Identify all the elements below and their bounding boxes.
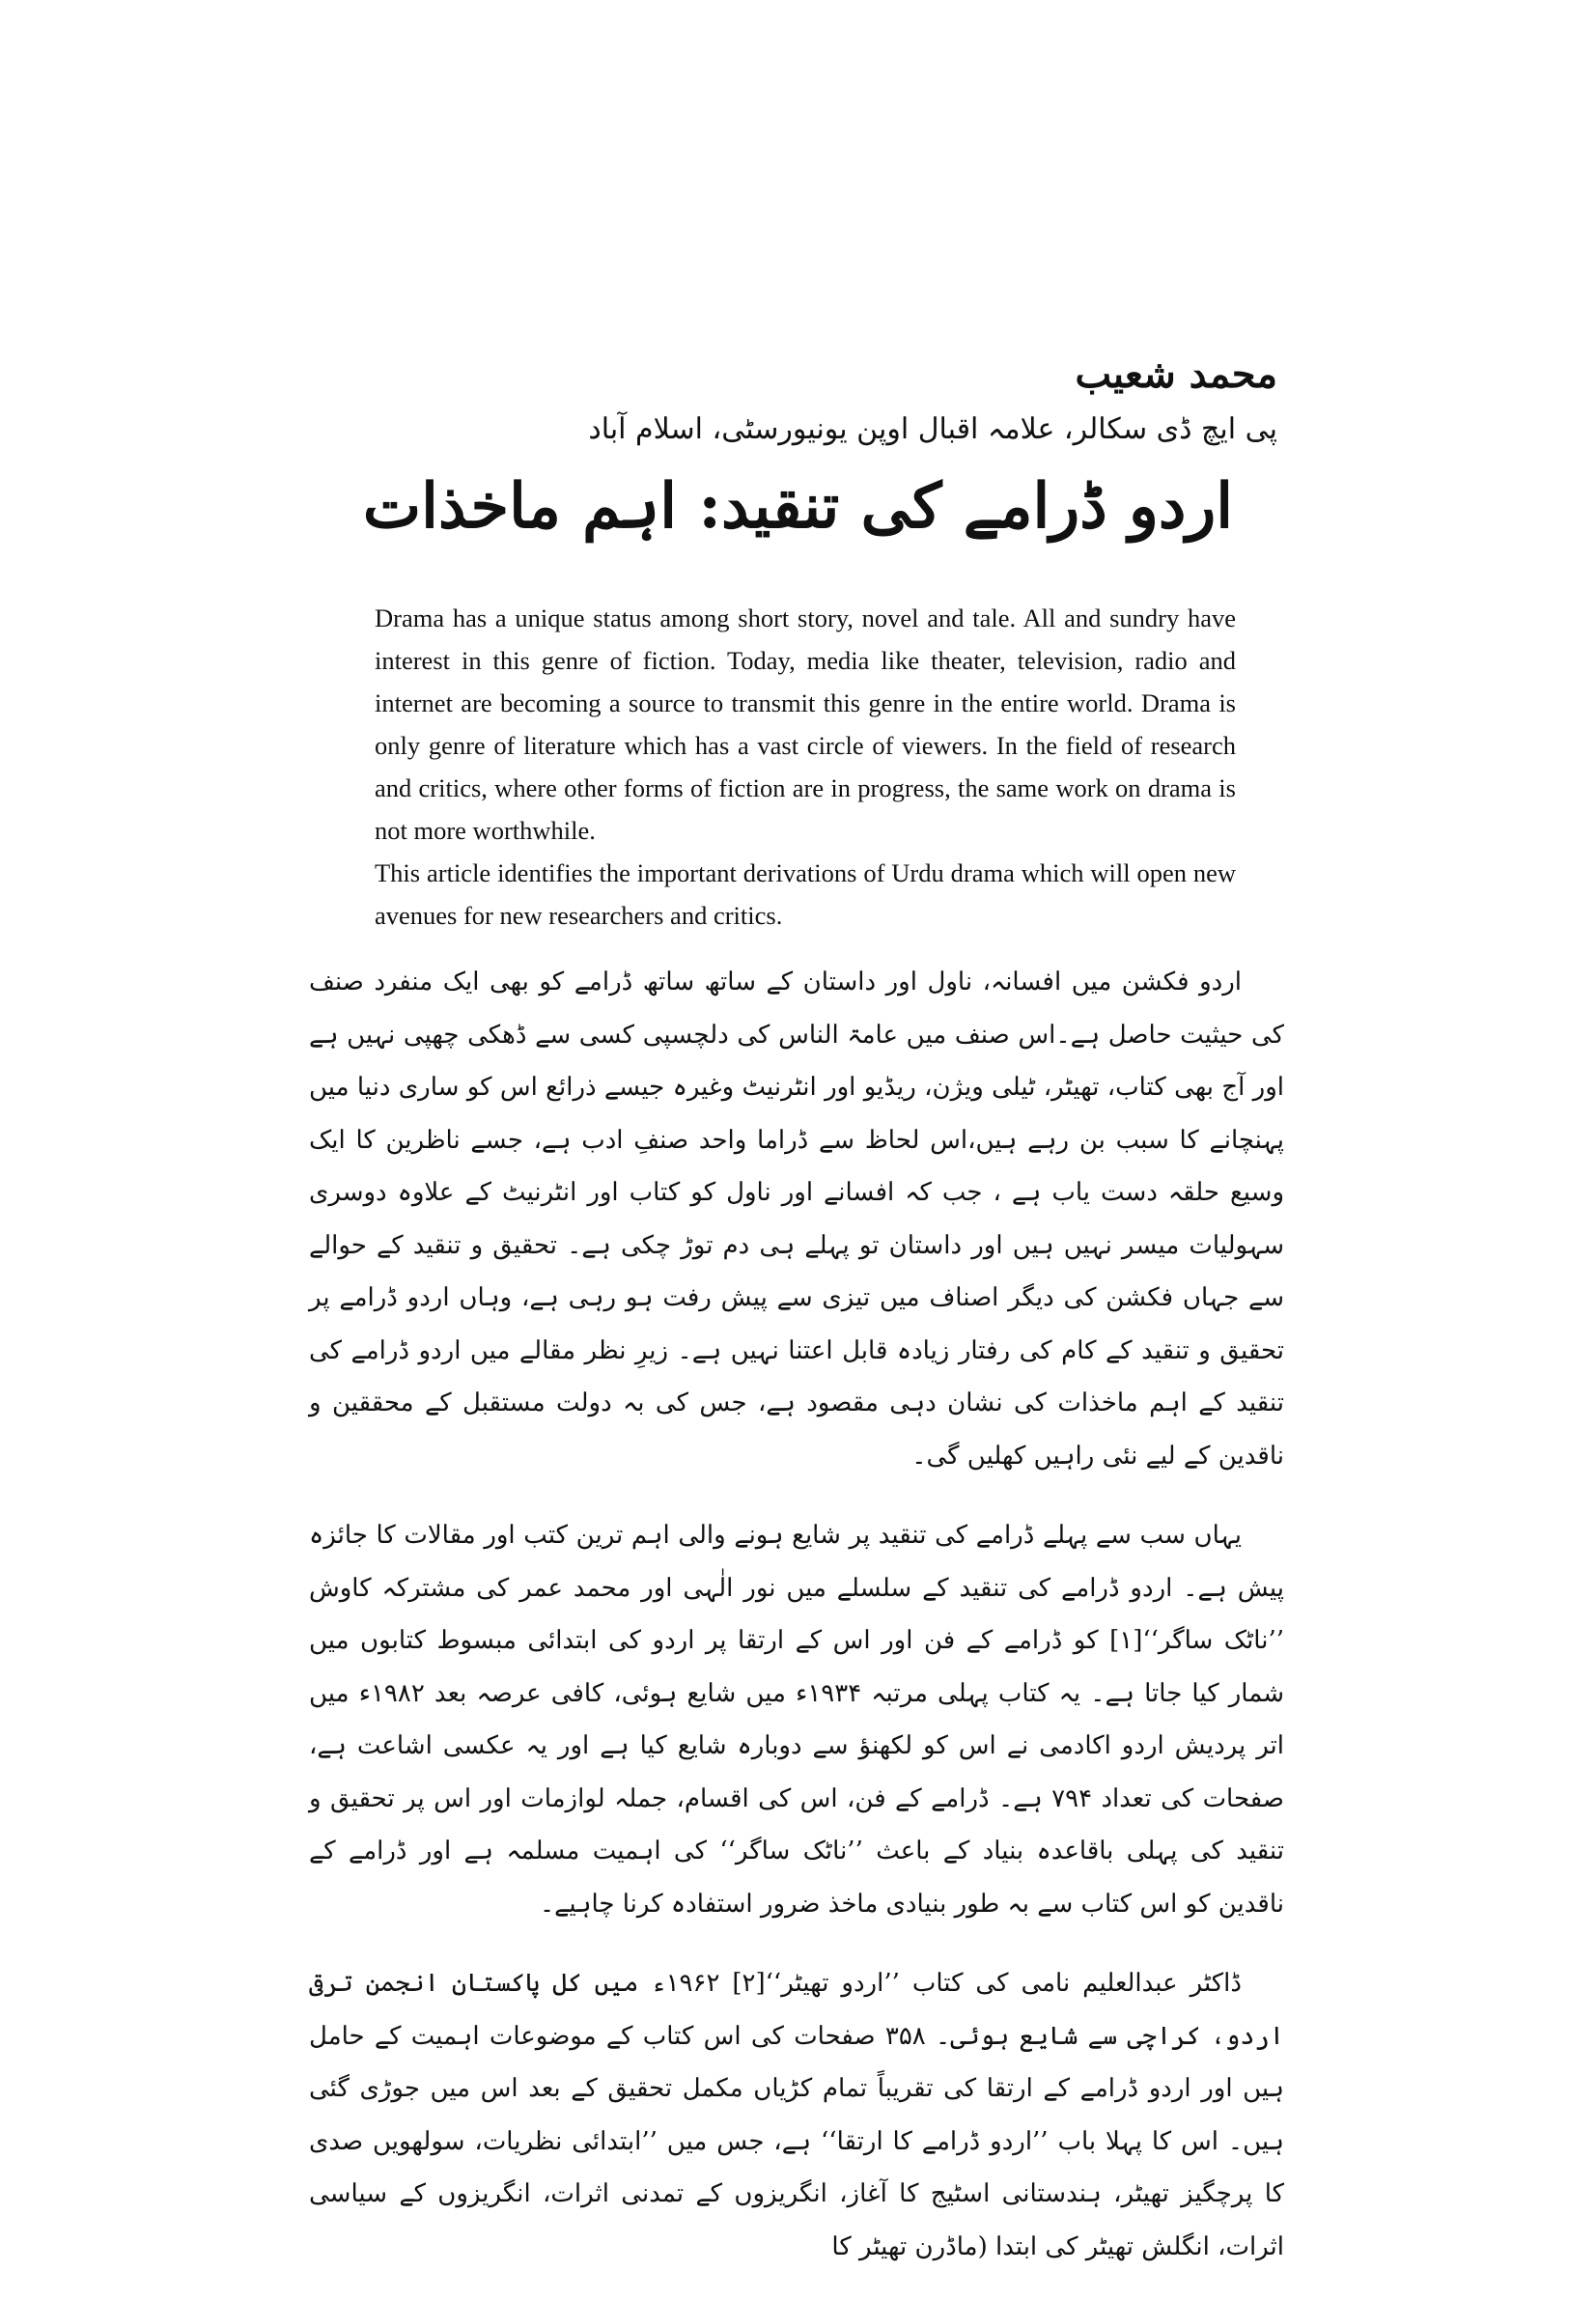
abstract: [375, 597, 1236, 937]
body-paragraph: اردو فکشن میں افسانہ، ناول اور داستان کے ساتھ ساتھ ڈرامے کو بھی ایک منفرد صنف کی حیثیت حاصل ہے۔اس صنف میں عامۃ الناس کی دلچسپی کسی سے ڈھکی چھپی نہیں ہے اور آج بھی کتاب، تھیٹر، ٹیلی ویژن، ریڈیو اور انٹرنیٹ وغیرہ جیسے ذرائع اس کو ساری دنیا میں پہنچانے کا سبب بن رہے ہیں،اس لحاظ سے ڈراما واحد صنفِ ادب ہے، جسے ناظرین کا ایک وسیع حلقہ دست یاب ہے ، جب کہ افسانے اور ناول کو کتاب اور انٹرنیٹ کے علاوہ دوسری سہولیات میسر نہیں ہیں اور داستان تو پہلے ہی دم توڑ چکی ہے۔ تحقیق و تنقید کے حوالے سے جہاں فکشن کی دیگر اصناف میں تیزی سے پیش رفت ہو رہی ہے، وہاں اردو ڈرامے پر تحقیق و تنقید کے کام کی رفتار زیادہ قابل اعتنا نہیں ہے۔ زیرِ نظر مقالے میں اردو ڈرامے کی تنقید کے اہم ماخذات کی نشان دہی مقصود ہے، جس کی بہ دولت مستقبل کے محققین و ناقدین کے لیے نئی راہیں کھلیں گی۔: [309, 968, 1284, 1471]
author-name: محمد شعیب: [1075, 351, 1277, 397]
abstract-paragraph: Drama has a unique status among short story, novel and tale. All and sundry have interest in this genre of fiction. Today, media like theater, television, radio and internet are becoming a source to transmit this genre in the entire world. Drama is only genre of literature which has a vast circle of viewers. In the field of research and critics, where other forms of fiction are in progress, the same work on drama is not more worthwhile.: [375, 603, 1236, 845]
body-text: [309, 956, 1284, 2300]
article-title: اردو ڈرامے کی تنقید: اہم ماخذات: [362, 470, 1234, 543]
abstract-paragraph: This article identifies the important derivations of Urdu drama which will open new avenues for new researchers and critics.: [375, 858, 1236, 930]
body-paragraph: ڈاکٹر عبدالعلیم نامی کی کتاب ’’اردو تھیٹر‘‘[۲] ۱۹۶۲ء میں کل پاکستان انجمن ترقی اردو، کراچی سے شایع ہوئی۔ ۳۵۸ صفحات کی اس کتاب کے موضوعات اہمیت کے حامل ہیں اور اردو ڈرامے کے ارتقا کی تقریباً تمام کڑیاں مکمل تحقیق کے بعد اس میں جوڑی گئی ہیں۔ اس کا پہلا باب ’’اردو ڈرامے کا ارتقا‘‘ ہے، جس میں ’’ابتدائی نظریات، سولھویں صدی کا پرچگیز تھیٹر، ہندستانی اسٹیج کا آغاز، انگریزوں کے تمدنی اثرات، انگریزوں کے سیاسی اثرات، انگلش تھیٹر کی ابتدا (ماڈرن تھیٹر کا: [309, 1969, 1285, 2261]
author-affiliation: پی ایچ ڈی سکالر، علامہ اقبال اوپن یونیورسٹی، اسلام آباد: [588, 412, 1277, 446]
body-paragraph: یہاں سب سے پہلے ڈرامے کی تنقید پر شایع ہونے والی اہم ترین کتب اور مقالات کا جائزہ پیش ہے۔ اردو ڈرامے کی تنقید کے سلسلے میں نور الٰہی اور محمد عمر کی مشترکہ کاوش ’’ناٹک ساگر‘‘[۱] کو ڈرامے کے فن اور اس کے ارتقا پر اردو کی ابتدائی مبسوط کتابوں میں شمار کیا جاتا ہے۔ یہ کتاب پہلی مرتبہ ۱۹۳۴ء میں شایع ہوئی، کافی عرصہ بعد ۱۹۸۲ء میں اتر پردیش اردو اکادمی نے اس کو لکھنؤ سے دوبارہ شایع کیا ہے اور یہ عکسی اشاعت ہے، صفحات کی تعداد ۷۹۴ ہے۔ ڈرامے کے فن، اس کی اقسام، جملہ لوازمات اور اس پر تحقیق و تنقید کی پہلی باقاعدہ بنیاد کے باعث ’’ناٹک ساگر‘‘ کی اہمیت مسلمہ ہے اور ڈرامے کے ناقدین کو اس کتاب سے بہ طور بنیادی ماخذ ضرور استفادہ کرنا چاہیے۔: [309, 1521, 1285, 1919]
